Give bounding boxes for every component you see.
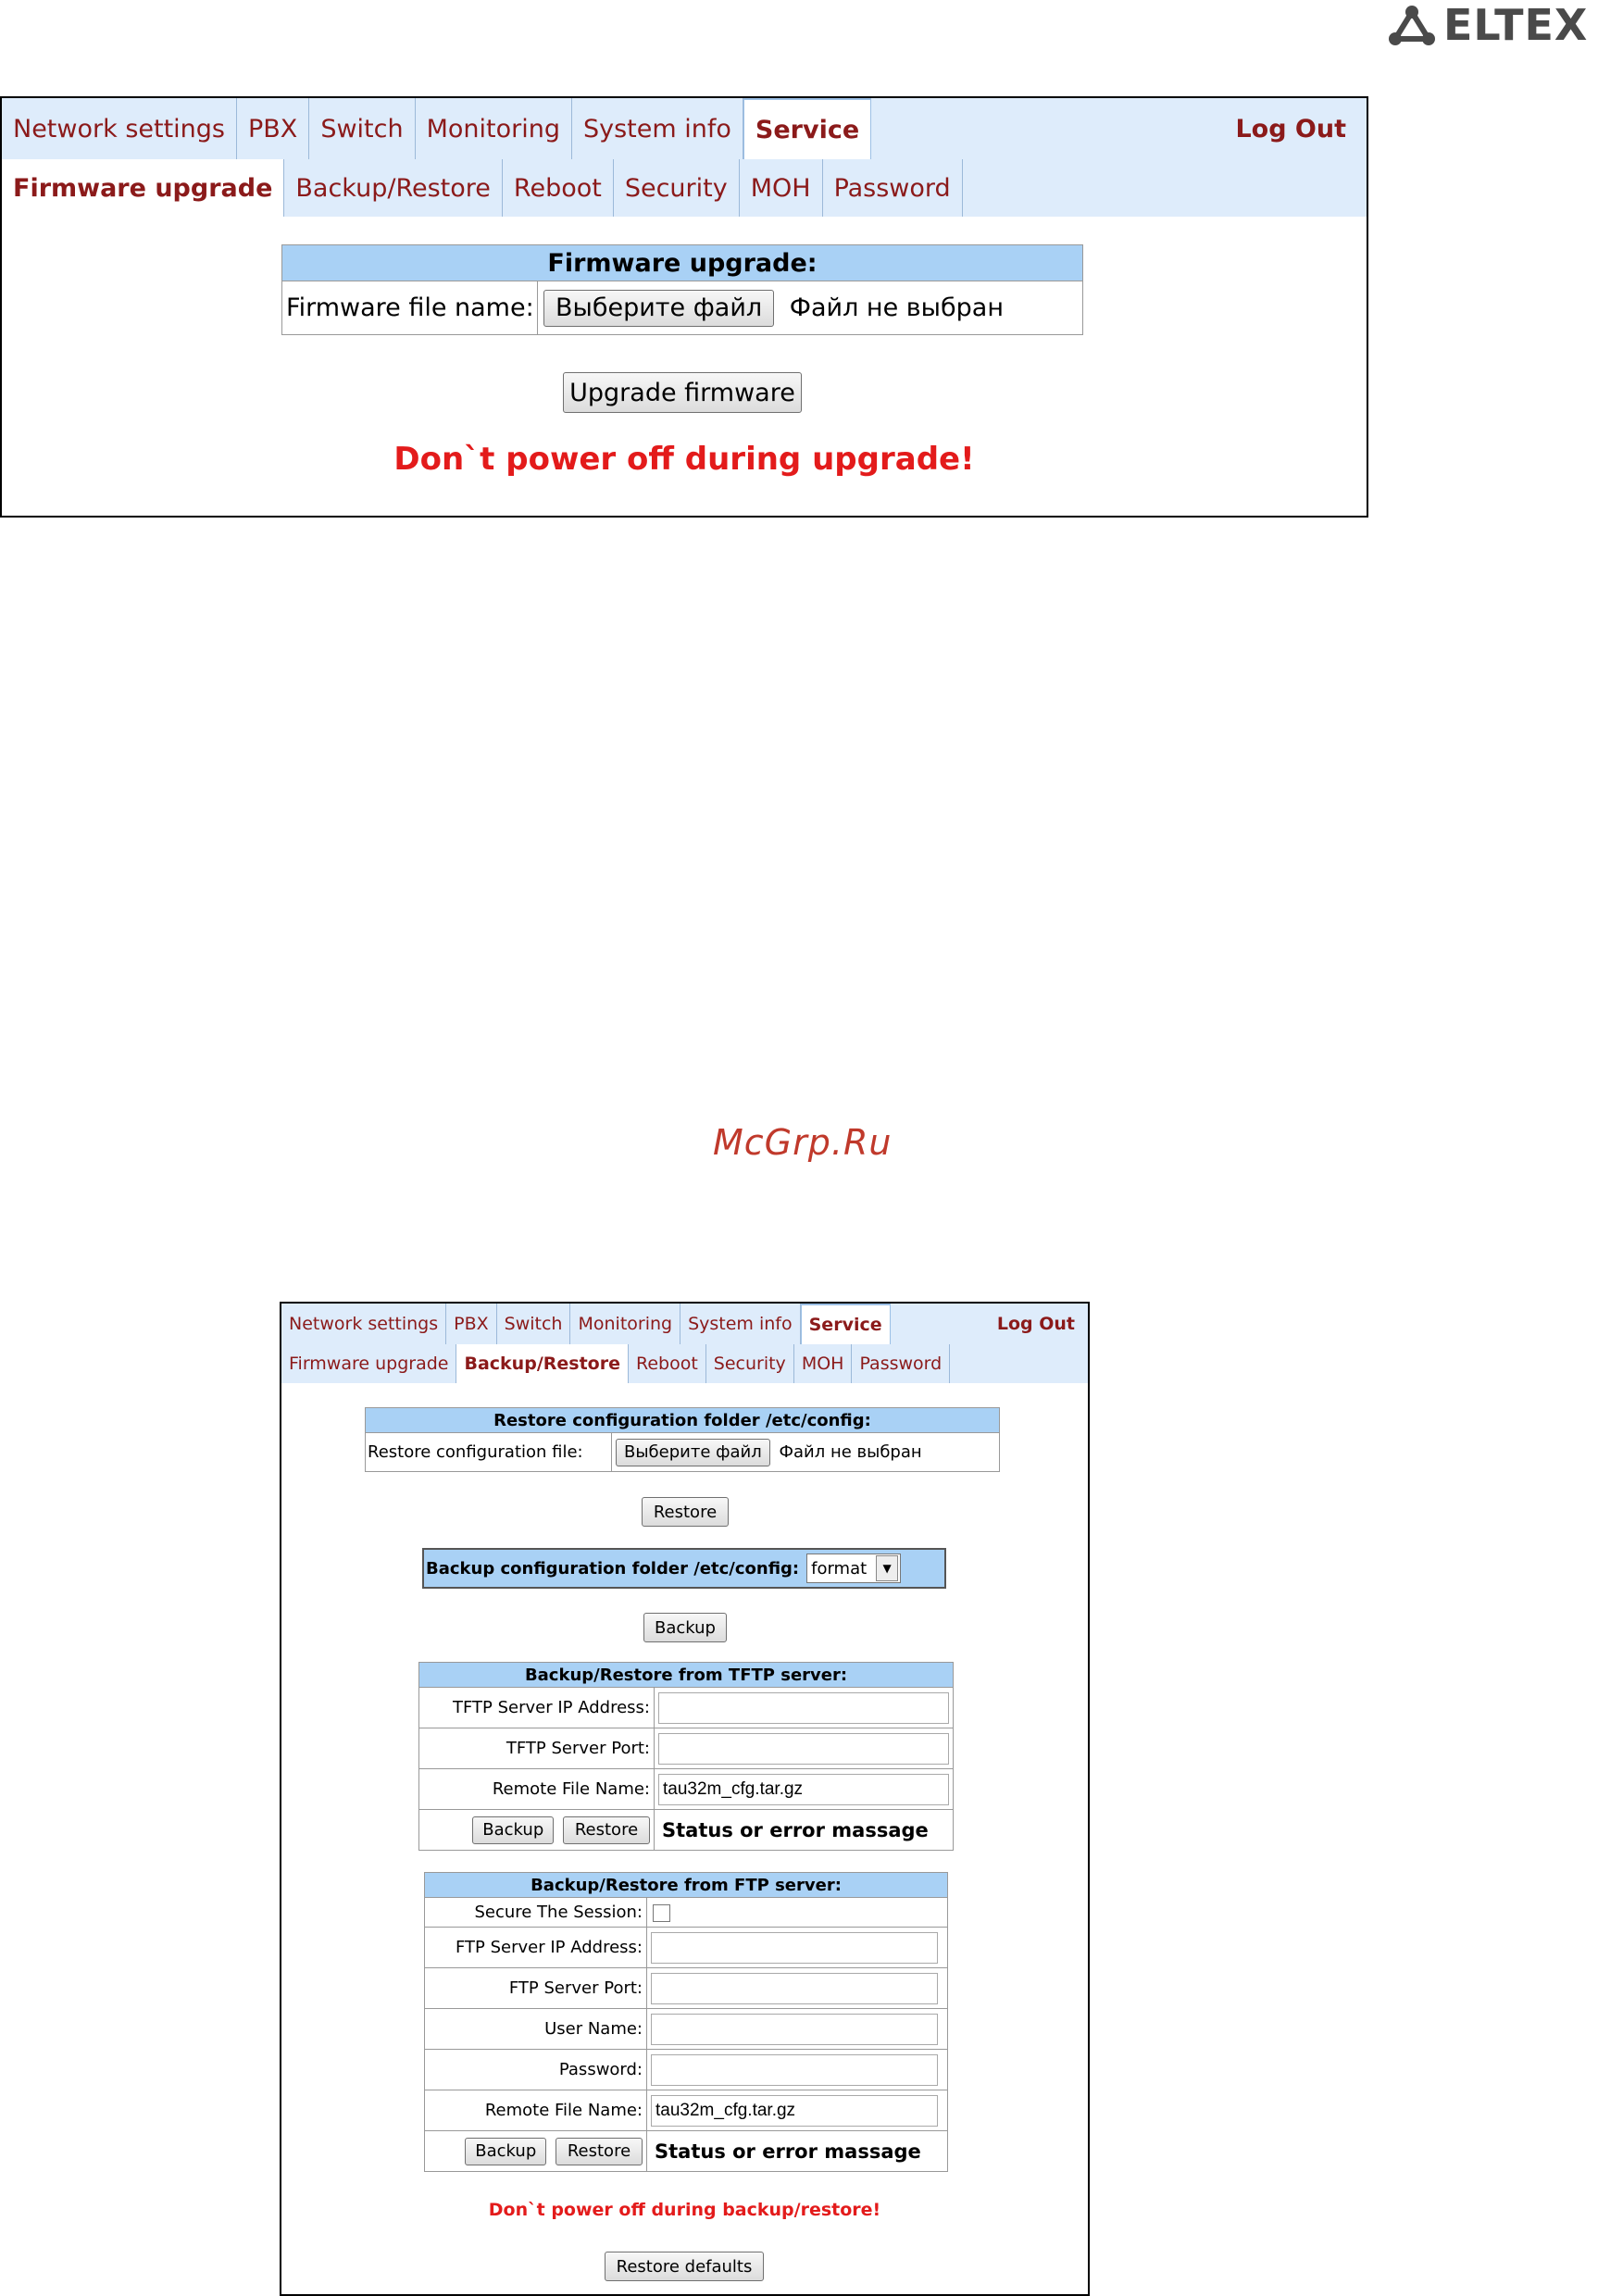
firmware-warning: Don`t power off during upgrade! <box>393 441 975 478</box>
backup-config-label: Backup configuration folder /etc/config: <box>426 1558 800 1578</box>
tab-service[interactable]: Service <box>801 1304 891 1344</box>
tab-switch[interactable]: Switch <box>309 98 415 159</box>
ftp-ip-input[interactable] <box>651 1932 938 1964</box>
ftp-restore-button[interactable]: Restore <box>556 2138 643 2165</box>
ftp-ip-label: FTP Server IP Address: <box>425 1928 647 1968</box>
ftp-port-label: FTP Server Port: <box>425 1968 647 2009</box>
ftp-password-input[interactable] <box>651 2054 938 2086</box>
tftp-backup-button[interactable]: Backup <box>472 1816 554 1844</box>
tftp-file-label: Remote File Name: <box>419 1769 655 1810</box>
logout-link[interactable]: Log Out <box>1235 114 1346 144</box>
subtab-security[interactable]: Security <box>706 1344 794 1383</box>
backup-format-select[interactable] <box>806 1554 901 1583</box>
ftp-password-label: Password: <box>425 2050 647 2090</box>
tftp-table <box>418 1662 954 1851</box>
restore-defaults-button[interactable]: Restore defaults <box>605 2252 764 2281</box>
backup-restore-screen <box>280 1302 1090 2296</box>
backup-warning: Don`t power off during backup/restore! <box>488 2200 881 2220</box>
restore-button[interactable]: Restore <box>642 1497 729 1527</box>
tab-pbx[interactable]: PBX <box>446 1304 497 1344</box>
ftp-user-label: User Name: <box>425 2009 647 2050</box>
secure-session-checkbox[interactable] <box>653 1904 670 1922</box>
firmware-upgrade-table <box>281 244 1083 335</box>
subtab-reboot[interactable]: Reboot <box>503 159 614 217</box>
ftp-user-input[interactable] <box>651 2014 938 2045</box>
top-nav <box>281 1304 1088 1344</box>
backup-format-value: format <box>811 1558 868 1578</box>
tab-network-settings[interactable]: Network settings <box>2 98 237 159</box>
restore-config-title: Restore configuration folder /etc/config: <box>366 1408 1000 1433</box>
eltex-logo <box>1384 0 1598 51</box>
firmware-table-title: Firmware upgrade: <box>282 245 1083 281</box>
subtab-security[interactable]: Security <box>614 159 740 217</box>
tab-monitoring[interactable]: Monitoring <box>570 1304 680 1344</box>
subtab-password[interactable]: Password <box>852 1344 950 1383</box>
sub-nav <box>281 1344 1088 1383</box>
eltex-logo-mark-icon <box>1384 0 1440 51</box>
top-nav <box>2 98 1367 159</box>
tftp-title: Backup/Restore from TFTP server: <box>419 1663 954 1688</box>
tftp-ip-input[interactable] <box>658 1692 949 1724</box>
tab-service[interactable]: Service <box>743 98 871 159</box>
tab-network-settings[interactable]: Network settings <box>281 1304 446 1344</box>
no-config-file-text: Файл не выбран <box>779 1442 922 1462</box>
tab-pbx[interactable]: PBX <box>237 98 309 159</box>
ftp-port-input[interactable] <box>651 1973 938 2004</box>
nav-spacer <box>871 98 1235 159</box>
tftp-port-label: TFTP Server Port: <box>419 1728 655 1769</box>
ftp-backup-button[interactable]: Backup <box>465 2138 546 2165</box>
no-file-selected-text: Файл не выбран <box>789 293 1004 322</box>
watermark-text: McGrp.Ru <box>713 1122 893 1163</box>
subtab-backup-restore[interactable]: Backup/Restore <box>456 1344 629 1383</box>
chevron-down-icon[interactable]: ▼ <box>876 1555 898 1581</box>
ftp-secure-label: Secure The Session: <box>425 1898 647 1928</box>
logo-text: ELTEX <box>1443 0 1589 50</box>
tftp-status-text: Status or error massage <box>655 1810 954 1851</box>
choose-config-file-button[interactable]: Выберите файл <box>616 1439 770 1466</box>
tab-system-info[interactable]: System info <box>680 1304 801 1344</box>
choose-firmware-file-button[interactable]: Выберите файл <box>543 290 774 327</box>
tftp-ip-label: TFTP Server IP Address: <box>419 1688 655 1728</box>
ftp-table <box>424 1872 948 2172</box>
logout-link[interactable]: Log Out <box>996 1314 1075 1334</box>
firmware-file-label: Firmware file name: <box>282 281 538 335</box>
nav-spacer <box>891 1304 997 1344</box>
ftp-file-input[interactable]: tau32m_cfg.tar.gz <box>651 2095 938 2127</box>
tab-monitoring[interactable]: Monitoring <box>416 98 572 159</box>
ftp-file-label: Remote File Name: <box>425 2090 647 2131</box>
subtab-backup-restore[interactable]: Backup/Restore <box>284 159 503 217</box>
backup-config-bar <box>422 1548 946 1589</box>
ftp-title: Backup/Restore from FTP server: <box>425 1873 948 1898</box>
subtab-password[interactable]: Password <box>823 159 963 217</box>
firmware-upgrade-screen <box>0 96 1368 518</box>
subtab-moh[interactable]: MOH <box>794 1344 853 1383</box>
ftp-status-text: Status or error massage <box>647 2131 948 2172</box>
subtab-firmware-upgrade[interactable]: Firmware upgrade <box>2 159 284 217</box>
subtab-moh[interactable]: MOH <box>740 159 823 217</box>
tab-system-info[interactable]: System info <box>572 98 743 159</box>
backup-button[interactable]: Backup <box>643 1613 727 1642</box>
tftp-restore-button[interactable]: Restore <box>563 1816 650 1844</box>
tftp-port-input[interactable] <box>658 1733 949 1765</box>
tab-switch[interactable]: Switch <box>497 1304 571 1344</box>
subtab-reboot[interactable]: Reboot <box>629 1344 706 1383</box>
restore-config-table <box>365 1407 1000 1472</box>
subtab-firmware-upgrade[interactable]: Firmware upgrade <box>281 1344 456 1383</box>
upgrade-firmware-button[interactable]: Upgrade firmware <box>563 372 802 413</box>
sub-nav <box>2 159 1367 217</box>
tftp-file-input[interactable]: tau32m_cfg.tar.gz <box>658 1774 949 1805</box>
restore-config-file-label: Restore configuration file: <box>366 1433 612 1472</box>
